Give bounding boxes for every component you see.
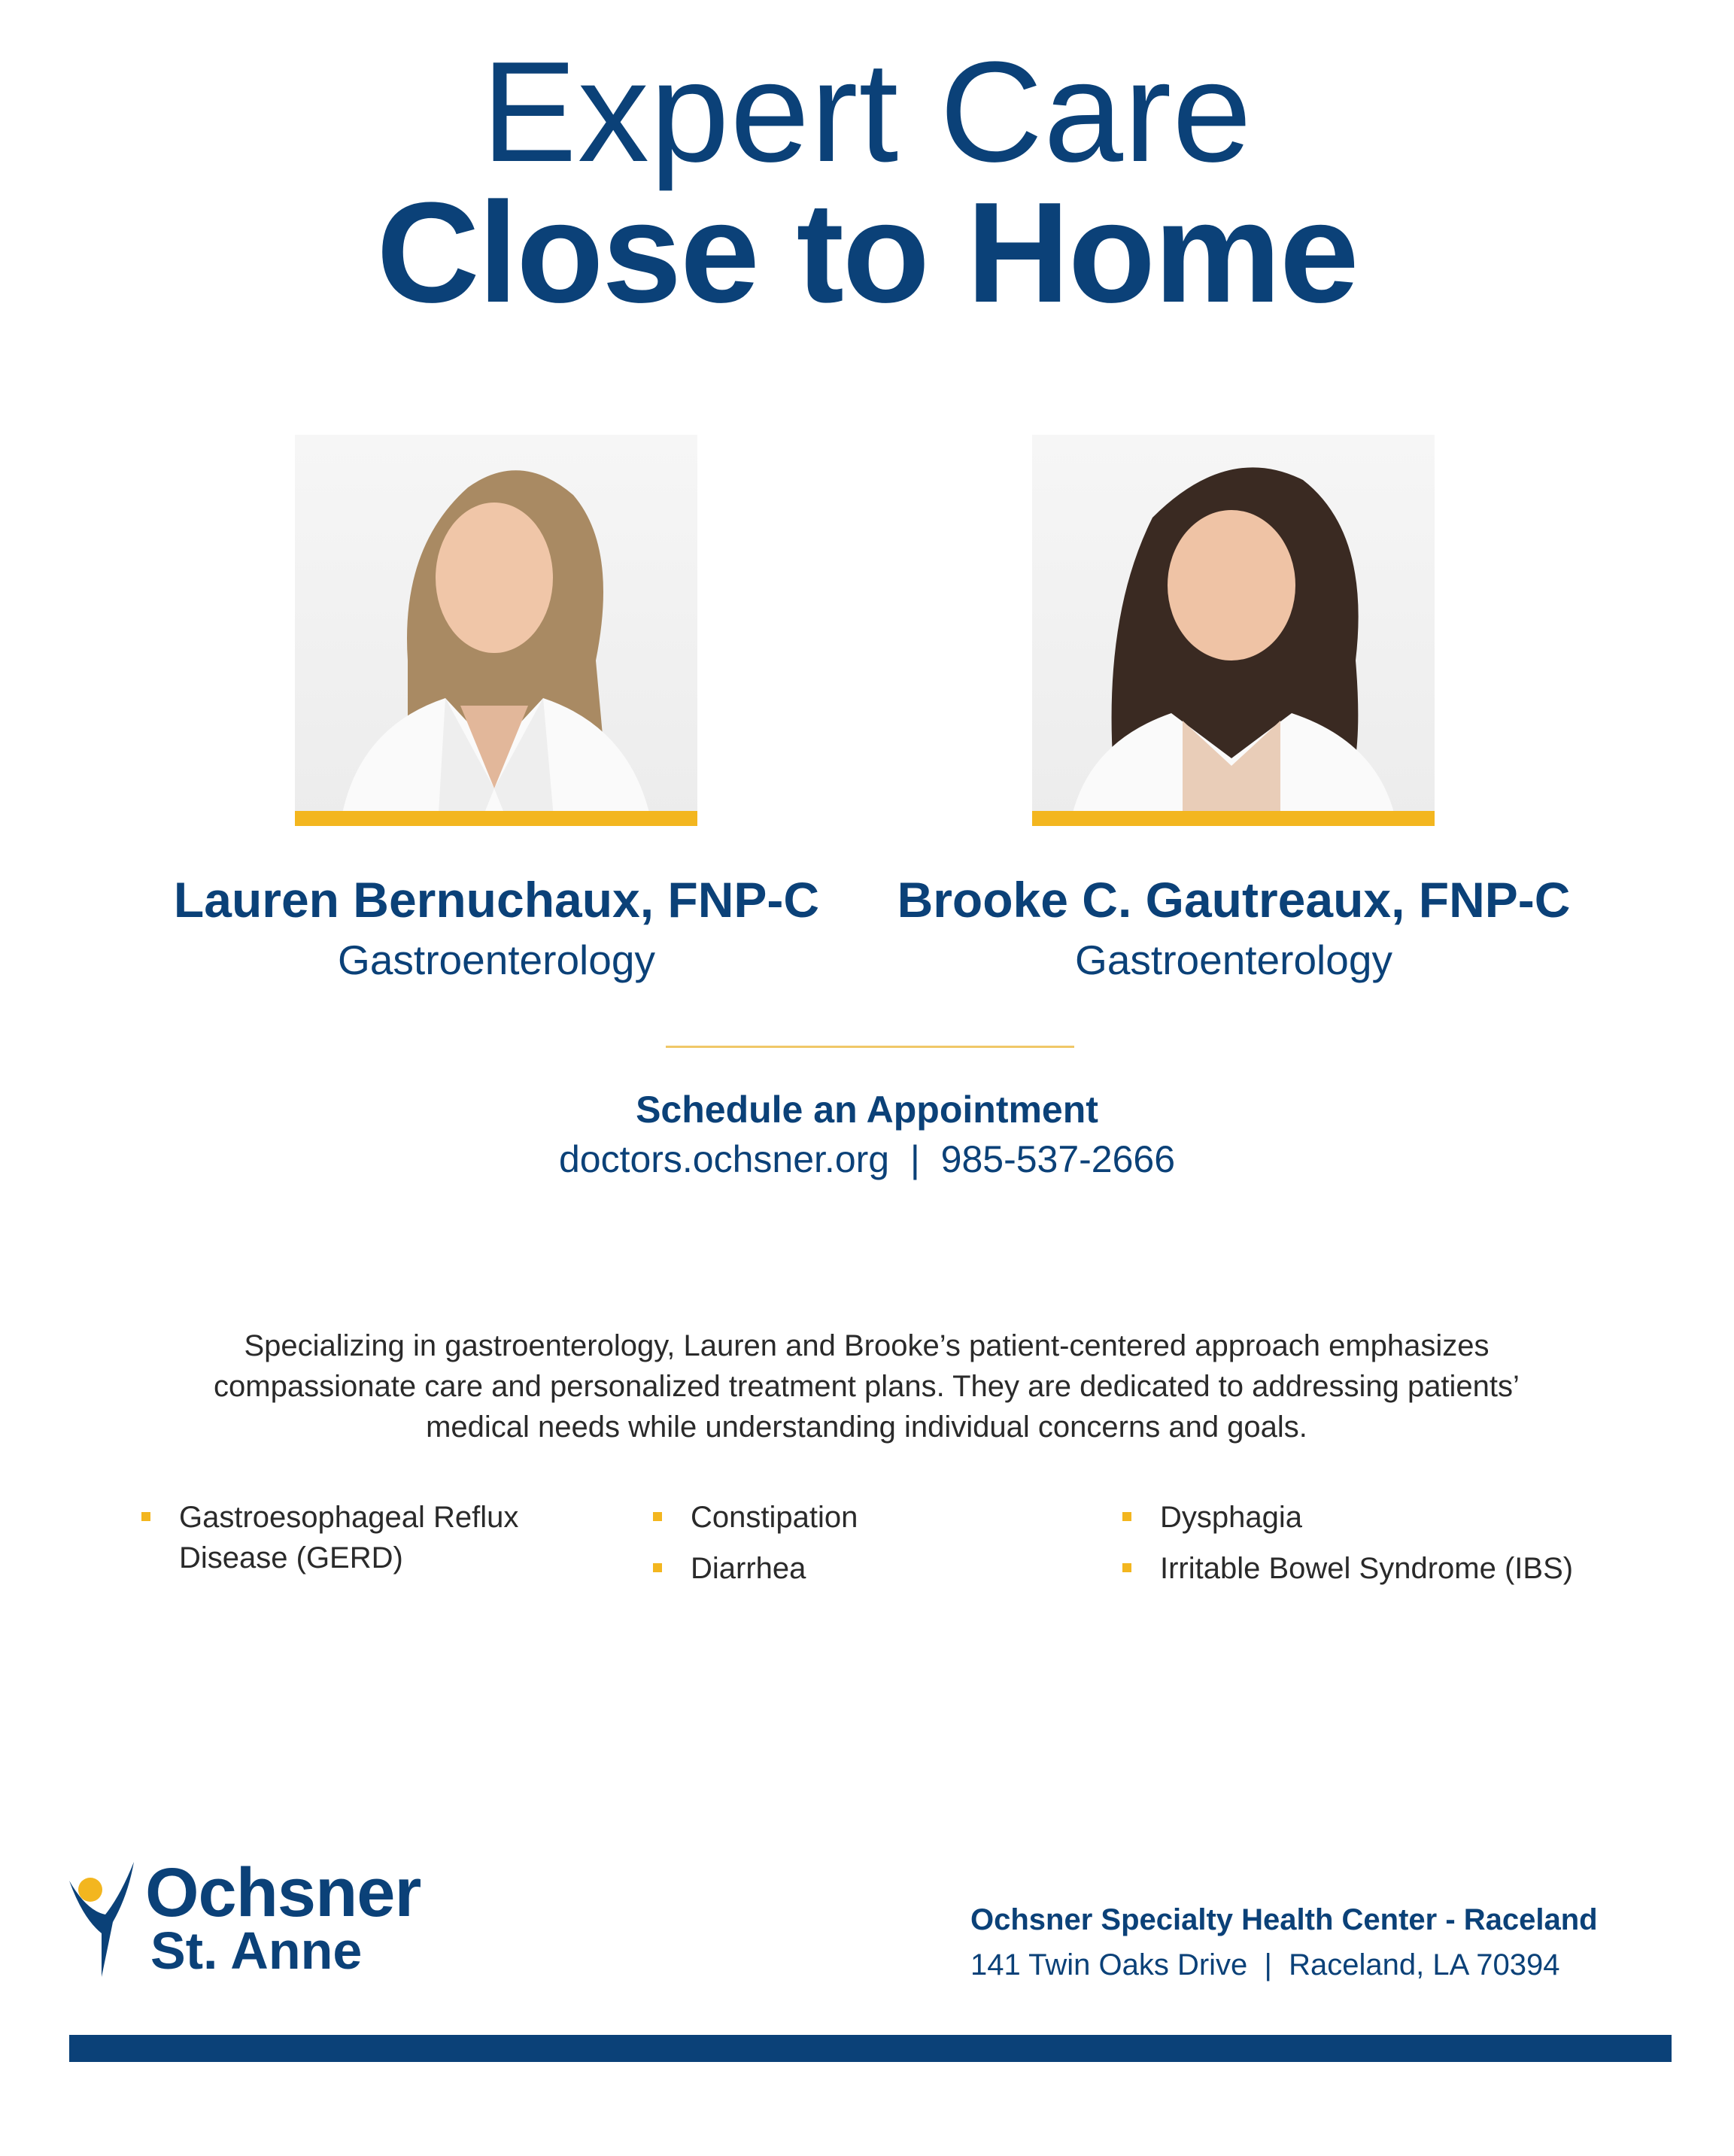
condition-label: Diarrhea [691,1552,806,1585]
headline-line-1: Expert Care [481,32,1253,192]
conditions-column-2 [653,1497,1074,1599]
footer-bar [69,2035,1672,2062]
condition-label: Gastroesophageal Reflux Disease (GERD) [179,1501,519,1574]
portrait-illustration [295,435,697,826]
portrait-illustration [1032,435,1435,826]
provider-photo-brooke [1032,435,1435,826]
logo-wordmark-st-anne: St. Anne [150,1921,363,1980]
list-item [1122,1497,1649,1538]
bullet-square-icon [653,1563,662,1572]
description-paragraph: Specializing in gastroenterology, Lauren and Brooke’s patient-centered approach emphasizes compassionate care and personalized treatment plans. They are dedicated to addressing patients’ medical needs while understanding individual concerns and goals. [214,1329,1520,1444]
bullet-square-icon [1122,1563,1131,1572]
ochsner-st-anne-logo [68,1854,459,1980]
schedule-title: Schedule an Appointment [636,1089,1098,1131]
provider-photo-lauren [295,435,697,826]
provider-specialty-1: Gastroenterology [338,937,655,983]
headline-line-2: Close to Home [376,173,1358,333]
location-address: 141 Twin Oaks Drive | Raceland, LA 70394 [970,1948,1560,1981]
bullet-square-icon [1122,1512,1131,1521]
list-item [653,1497,1074,1538]
photo-accent-bar [295,811,697,826]
conditions-column-1 [141,1497,593,1589]
condition-label: Constipation [691,1501,858,1534]
condition-label: Dysphagia [1160,1501,1303,1534]
condition-label: Irritable Bowel Syndrome (IBS) [1160,1552,1574,1585]
location-name: Ochsner Specialty Health Center - Raceland [970,1903,1598,1936]
list-item [141,1497,593,1578]
logo-wordmark-ochsner: Ochsner [145,1854,421,1931]
section-divider [666,1046,1074,1048]
bullet-square-icon [141,1512,150,1521]
provider-name-1: Lauren Bernuchaux, FNP-C [173,872,820,928]
schedule-contact-link[interactable]: doctors.ochsner.org | 985-537-2666 [558,1138,1176,1180]
conditions-column-3 [1122,1497,1649,1599]
ochsner-figure-icon [68,1858,139,1978]
provider-specialty-2: Gastroenterology [1075,937,1392,983]
list-item [653,1548,1074,1589]
bullet-square-icon [653,1512,662,1521]
provider-name-2: Brooke C. Gautreaux, FNP-C [897,872,1571,928]
photo-accent-bar [1032,811,1435,826]
list-item [1122,1548,1649,1589]
